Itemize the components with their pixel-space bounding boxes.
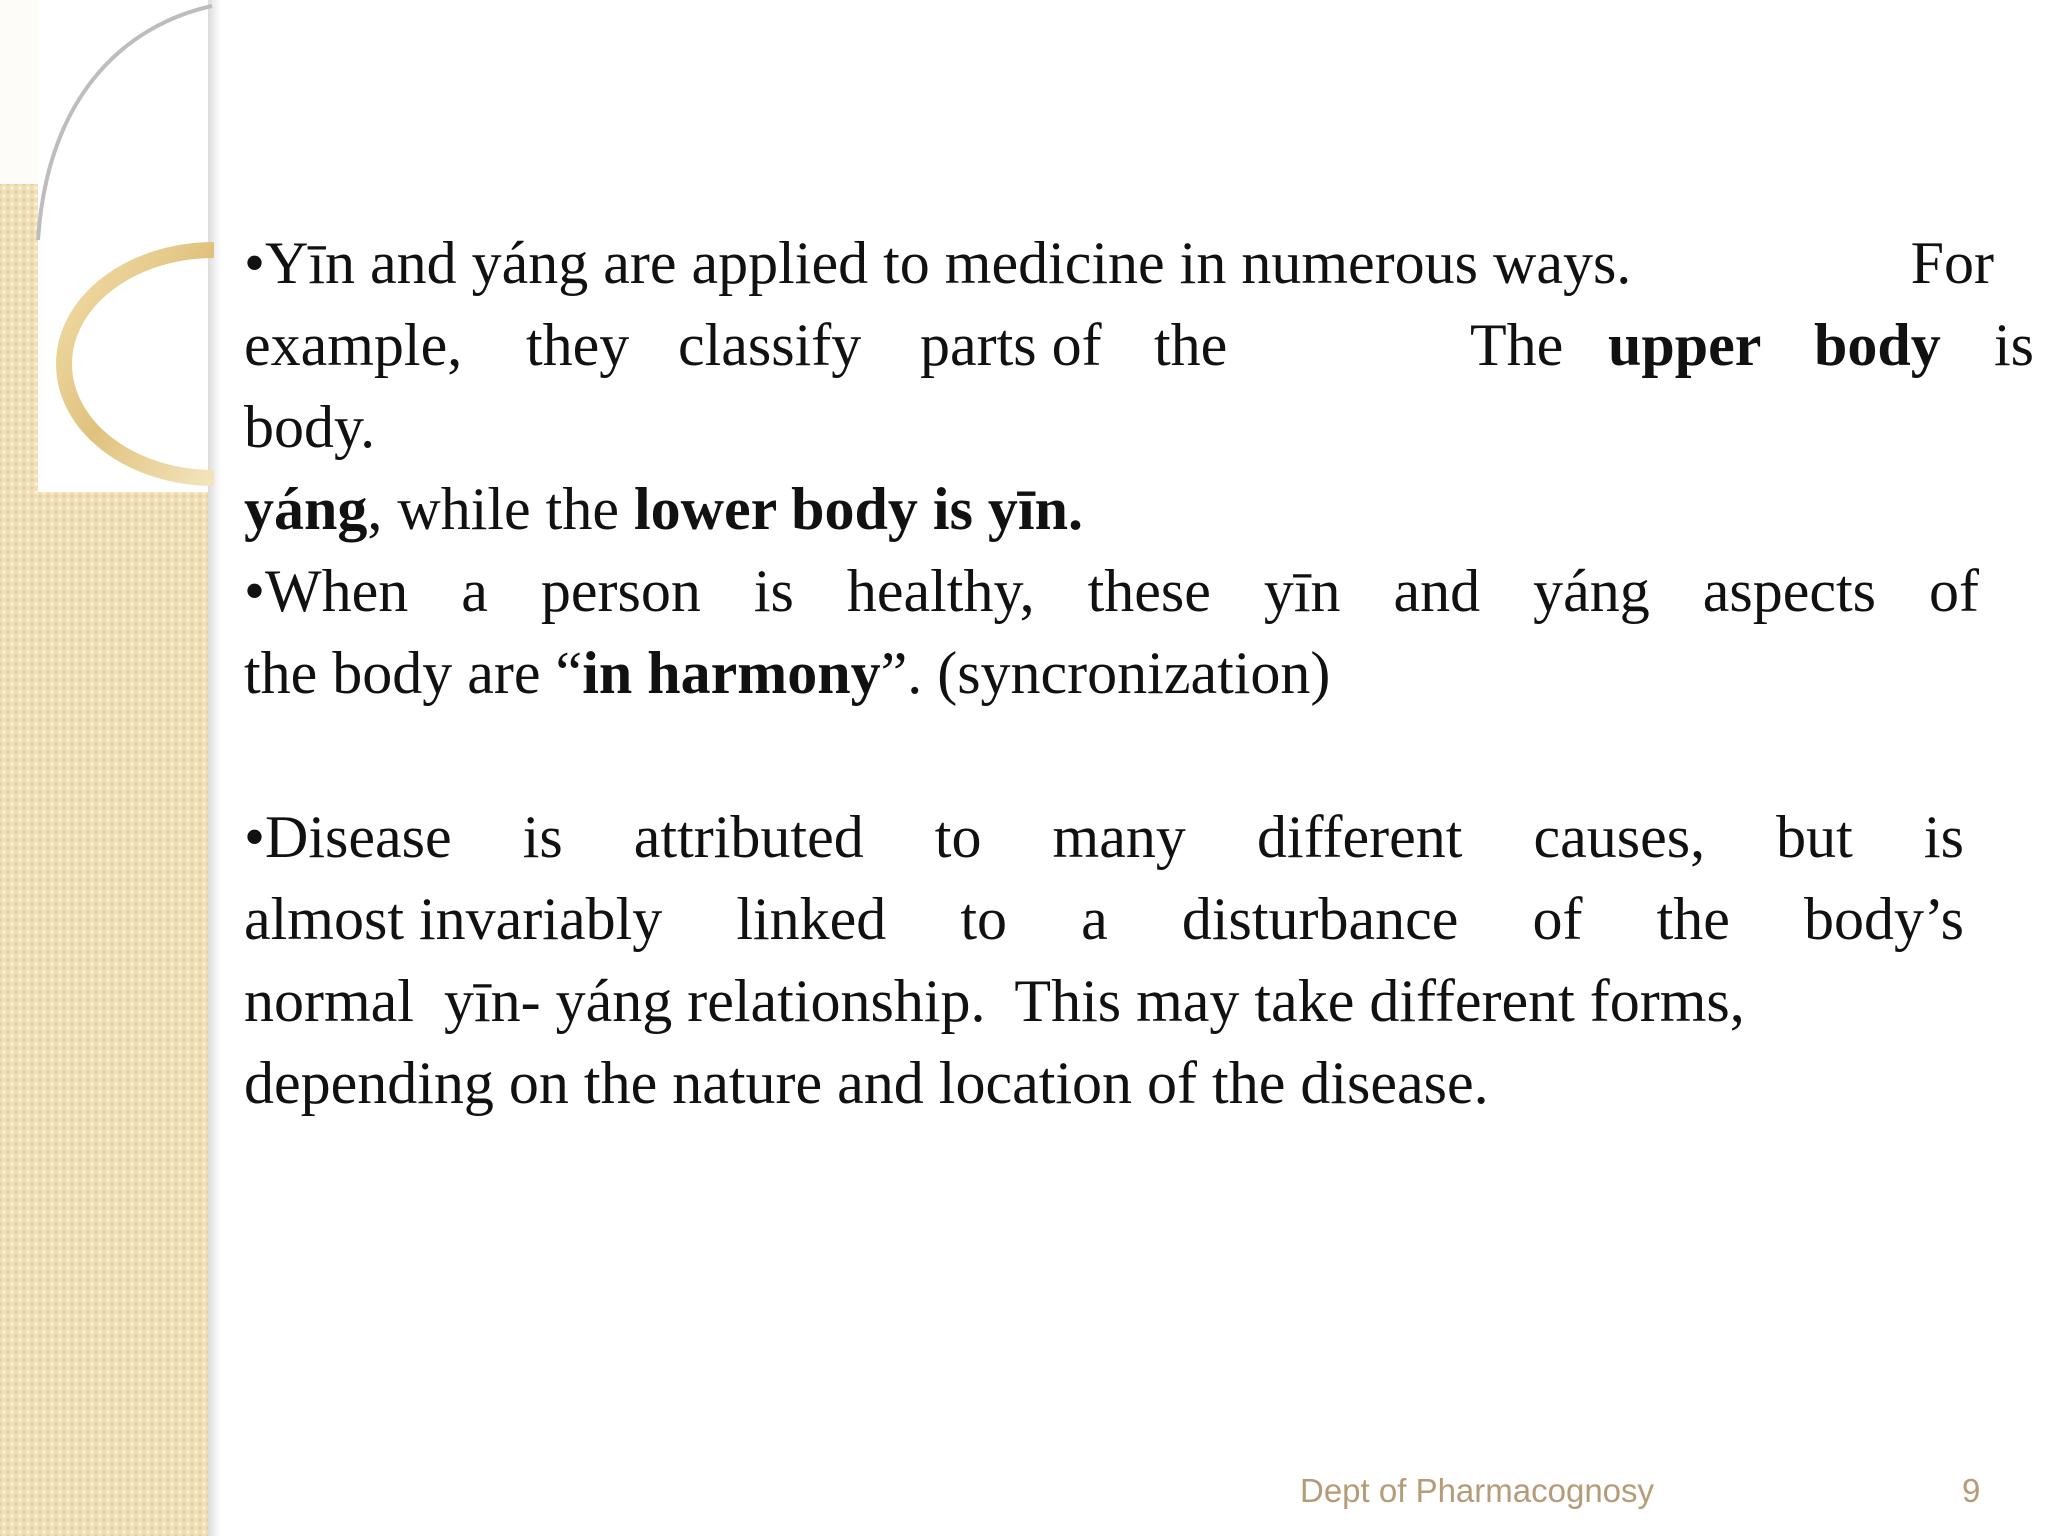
text-segment: the body are “ (244, 640, 583, 706)
bullet1-line1 (244, 222, 2034, 304)
bold-text-segment: in harmony (582, 640, 881, 706)
text-segment: example, (244, 312, 463, 378)
bullet2-line1 (244, 550, 2034, 632)
text-segment: normal yīn- yáng relationship. This may take different forms, (244, 968, 1745, 1034)
text-segment: , while the (367, 476, 634, 542)
text-segment: the (1656, 886, 1730, 952)
text-segment: the (1154, 312, 1228, 378)
text-segment: yīn (1263, 558, 1341, 624)
text-segment: depending on the nature and location of the disease. (244, 1050, 1489, 1116)
bullet1-line4 (244, 468, 2034, 550)
text-segment: and (1393, 558, 1481, 624)
text-segment: linked (736, 886, 887, 952)
bold-text-segment: body (1814, 312, 1941, 378)
text-segment: is (753, 558, 794, 624)
page-number: 9 (1962, 1472, 1981, 1509)
text-segment: •Yīn and yáng are applied to medicine in numerous ways. (244, 230, 1632, 296)
text-segment: •Disease (244, 804, 452, 870)
text-segment: many (1052, 804, 1186, 870)
bold-text-segment: lower body is yīn. (633, 476, 1083, 542)
text-segment: is (1923, 804, 1964, 870)
text-segment: •When (244, 558, 409, 624)
decorative-ring-graphic (0, 0, 230, 500)
text-segment: of (1928, 558, 1979, 624)
text-segment: The (1470, 312, 1564, 378)
text-segment: classify (678, 312, 862, 378)
text-segment: these (1087, 558, 1211, 624)
text-segment: is (522, 804, 563, 870)
text-segment: causes, (1533, 804, 1706, 870)
bold-text-segment: upper (1608, 312, 1762, 378)
text-segment: yáng (1533, 558, 1650, 624)
bold-text-segment: yáng (244, 476, 368, 542)
text-segment: they (526, 312, 630, 378)
bullet3-line3 (244, 960, 2034, 1042)
text-segment: to (934, 804, 982, 870)
text-segment: disturbance (1181, 886, 1459, 952)
text-segment: healthy, (846, 558, 1035, 624)
text-segment: parts of (920, 312, 1102, 378)
text-segment: of (1532, 886, 1583, 952)
text-segment: to (960, 886, 1008, 952)
slide-content (244, 222, 2034, 1124)
thin-arc (38, 6, 212, 240)
text-segment: different (1256, 804, 1463, 870)
paragraph-gap (244, 714, 2034, 796)
text-segment: a (461, 558, 488, 624)
bullet2-line2 (244, 632, 2034, 714)
text-segment: almost invariably (244, 886, 663, 952)
text-segment: a (1081, 886, 1108, 952)
text-segment: but (1776, 804, 1853, 870)
gold-ring (64, 250, 214, 478)
text-segment: aspects (1702, 558, 1876, 624)
text-segment: is (1994, 312, 2035, 378)
text-segment: For (1910, 230, 1994, 296)
text-segment: person (540, 558, 701, 624)
bullet1-line3 (244, 386, 2034, 468)
bullet3-line4 (244, 1042, 2034, 1124)
text-segment: body’s (1803, 886, 1964, 952)
text-segment: ”. (syncronization) (880, 640, 1331, 706)
text-segment: attributed (633, 804, 864, 870)
text-segment: body. (244, 394, 376, 460)
footer-dept-label: Dept of Pharmacognosy (1300, 1472, 1655, 1509)
bullet3-line2 (244, 878, 2034, 960)
bullet3-line1 (244, 796, 2034, 878)
bullet1-line2 (244, 304, 2034, 386)
